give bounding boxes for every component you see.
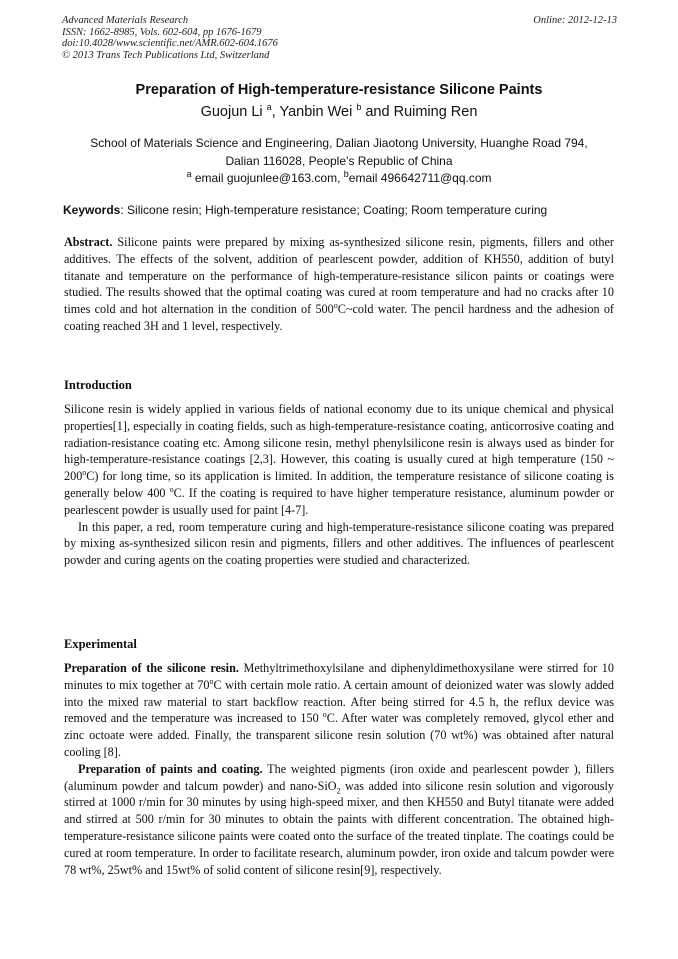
doi-line: doi:10.4028/www.scientific.net/AMR.602-604.1676 xyxy=(62,38,278,50)
paragraph-text: Silicone resin is widely applied in various fields of national economy due to its unique chemical and physical properties[1], especially in coating fields, such as high-temperature-resistance coating, anticorrosive coating and radiation-resistance coating etc. Among silicone resin, methyl phenylsilicone resin is always used as binder for high-temperature-resistance coatings [2,3]. However, this coating is usually cured at high temperature (150 ~ 200 xyxy=(64,402,614,484)
paragraph-text: C. After water was completely removed, glycol ether and zinc octoate were added. Finally, the transparent silicone resin solution (70 wt%) was obtained after natural cooling [8]. xyxy=(64,711,614,759)
subsection-label: Preparation of the silicone resin. xyxy=(64,661,239,675)
paragraph xyxy=(64,660,614,761)
keywords-label: Keywords xyxy=(63,203,121,217)
author-list xyxy=(0,104,678,120)
abstract-text: Silicone paints were prepared by mixing as-synthesized silicone resin, pigments, fillers and other additives. The effects of the solvent, addition of pearlescent powder, addition of KH550, addition of butyl titanate and temperature on the performance of high-temperature-resistance silicon paints or coatings were studied. The results showed that the optimal coating was cured at room temperature and had no cracks after 10 times cold and hot alternation in the condition of 500 xyxy=(64,235,614,317)
section-heading-experimental: Experimental xyxy=(64,637,137,651)
section-heading-introduction: Introduction xyxy=(64,378,132,392)
degree-sup: o xyxy=(333,301,338,311)
abstract xyxy=(64,234,614,335)
degree-sup: o xyxy=(322,710,327,720)
affiliation-line: School of Materials Science and Engineering, Dalian Jiaotong University, Huanghe Road 794, xyxy=(90,136,588,150)
degree-sup: o xyxy=(82,468,87,478)
author-name: and Ruiming Ren xyxy=(361,104,478,120)
degree-sup: o xyxy=(169,484,174,494)
journal-header xyxy=(62,15,617,61)
paragraph-text: was added into silicone resin solution and vigorously stirred at 1000 r/min for 30 minutes by using high-speed mixer, and then KH550 and Butyl titanate were added and stirred at 500 r/min for 30 minutes to obtain the paints with different concentration. The obtained high-temperature-resistance silicone paints were coated onto the surface of the treated tinplate. The coatings could be cured at room temperature. In order to facilitate research, aluminum powder, iron oxide and talcum powder were 78 wt%, 25wt% and 15wt% of solid content of silicone resin[9], respectively. xyxy=(64,778,615,877)
journal-name: Advanced Materials Research xyxy=(62,15,189,26)
paragraph-text: Methyltrimethoxylsilane and diphenyldimethoxysilane were stirred for 10 minutes to mix together at 70 xyxy=(64,661,614,692)
issn-line: ISSN: 1662-8985, Vols. 602-604, pp 1676-1679 xyxy=(62,26,262,38)
online-date: Online: 2012-12-13 xyxy=(533,15,617,26)
paragraph-text: The weighted pigments (iron oxide and pearlescent powder ), fillers (aluminum powder and talcum powder) and nano-SiO xyxy=(64,761,615,793)
paragraph-text: C. If the coating is required to have higher temperature resistance, aluminum powder or pearlescent powder is usually used for paint [4-7]. xyxy=(64,485,615,517)
email-superscript: b xyxy=(343,169,349,179)
author-name: Guojun Li xyxy=(200,104,263,120)
degree-sup: o xyxy=(209,676,214,686)
abstract-text: C~cold water. The pencil hardness and the adhesion of coating reached 3H and 1 level, respectively. xyxy=(64,302,614,333)
author-name: , Yanbin Wei xyxy=(271,104,353,120)
abstract-label: Abstract. xyxy=(64,235,113,249)
paragraph-text: C) for long time, so its application is limited. In addition, the temperature resistance of silicone coating is generally below 400 xyxy=(64,469,614,500)
paper-title: Preparation of High-temperature-resistance Silicone Paints xyxy=(135,82,543,98)
email-text: email 496642711@qq.com xyxy=(348,171,492,185)
affiliation xyxy=(70,135,608,188)
subscript: 2 xyxy=(336,786,341,796)
paragraph-text: C with certain mole ratio. A certain amount of deionized water was slowly added into the mixed raw material to start backflow reaction. After being stirred for 4.5 h, the reflux device was removed and the temperature was increased to 150 xyxy=(64,677,615,726)
subsection-label: Preparation of paints and coating. xyxy=(78,761,263,776)
introduction-body xyxy=(64,401,614,569)
copyright-line: © 2013 Trans Tech Publications Ltd, Switzerland xyxy=(62,49,270,61)
affiliation-line: Dalian 116028, People’s Republic of China xyxy=(225,153,453,168)
paragraph xyxy=(64,761,614,879)
keywords-text: : Silicone resin; High-temperature resistance; Coating; Room temperature curing xyxy=(120,203,548,217)
email-line xyxy=(70,170,608,188)
experimental-body xyxy=(64,660,614,878)
author-superscript: b xyxy=(356,102,362,113)
paragraph xyxy=(64,401,614,519)
paragraph: In this paper, a red, room temperature curing and high-temperature-resistance silicone coating was prepared by mixing as-synthesized silicon resin and pigments, fillers and other additives. The influences of pearlescent powder and curing agents on the coating properties were studied and characterized. xyxy=(64,519,614,568)
author-superscript: a xyxy=(266,102,272,113)
email-superscript: a xyxy=(186,169,192,179)
email-text: email guojunlee@163.com, xyxy=(191,171,344,185)
keywords xyxy=(63,203,623,217)
